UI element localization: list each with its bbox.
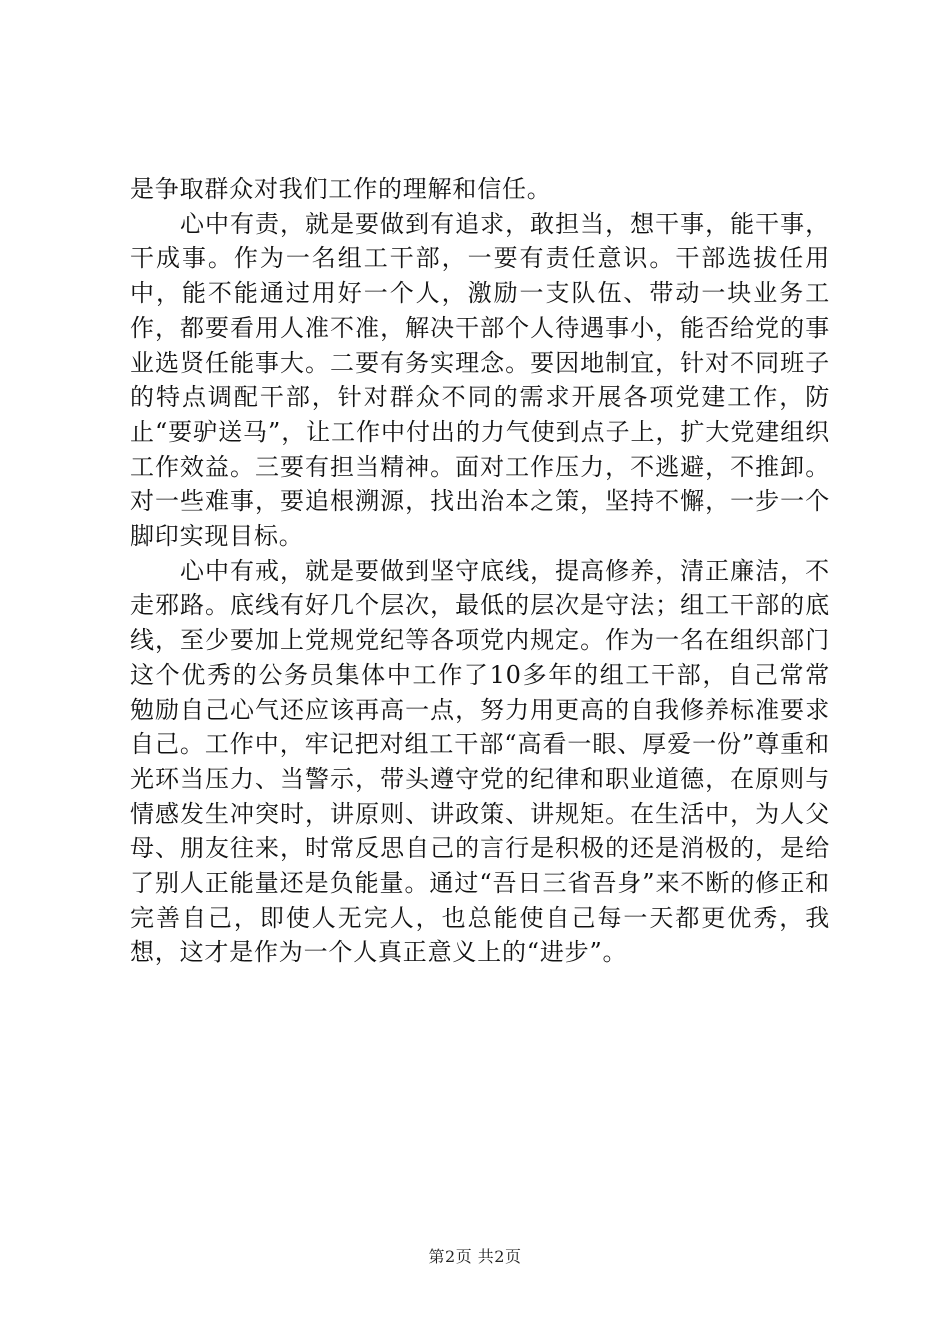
paragraph-2: 心中有责，就是要做到有追求，敢担当，想干事，能干事，干成事。作为一名组工干部，一要有责任意识。干部选拔任用中，能不能通过用好一个人，激励一支队伍、带动一块业务工作，都要看用人准不准，解决干部个人待遇事小，能否给党的事业选贤任能事大。二要有务实理念。要因地制宜，针对不同班子的特点调配干部，针对群众不同的需求开展各项党建工作，防止“要驴送马”，让工作中付出的力气使到点子上，扩大党建组织工作效益。三要有担当精神。面对工作压力，不逃避，不推卸。对一些难事，要追根溯源，找出治本之策，坚持不懈，一步一个脚印实现目标。 [130, 209, 830, 551]
page-number-footer: 第2页 共2页 [428, 1247, 522, 1266]
paragraph-1: 是争取群众对我们工作的理解和信任。 [130, 175, 552, 203]
document-body [130, 172, 830, 970]
paragraph-3: 心中有戒，就是要做到坚守底线，提高修养，清正廉洁，不走邪路。底线有好几个层次，最低的层次是守法；组工干部的底线，至少要加上党规党纪等各项党内规定。作为一名在组织部门这个优秀的公务员集体中工作了10多年的组工干部，自己常常勉励自己心气还应该再高一点，努力用更高的自我修养标准要求自己。工作中，牢记把对组工干部“高看一眼、厚爱一份”尊重和光环当压力、当警示，带头遵守党的纪律和职业道德，在原则与情感发生冲突时，讲原则、讲政策、讲规矩。在生活中，为人父母、朋友往来，时常反思自己的言行是积极的还是消极的，是给了别人正能量还是负能量。通过“吾日三省吾身”来不断的修正和完善自己，即使人无完人，也总能使自己每一天都更优秀，我想，这才是作为一个人真正意义上的“进步”。 [130, 556, 830, 967]
